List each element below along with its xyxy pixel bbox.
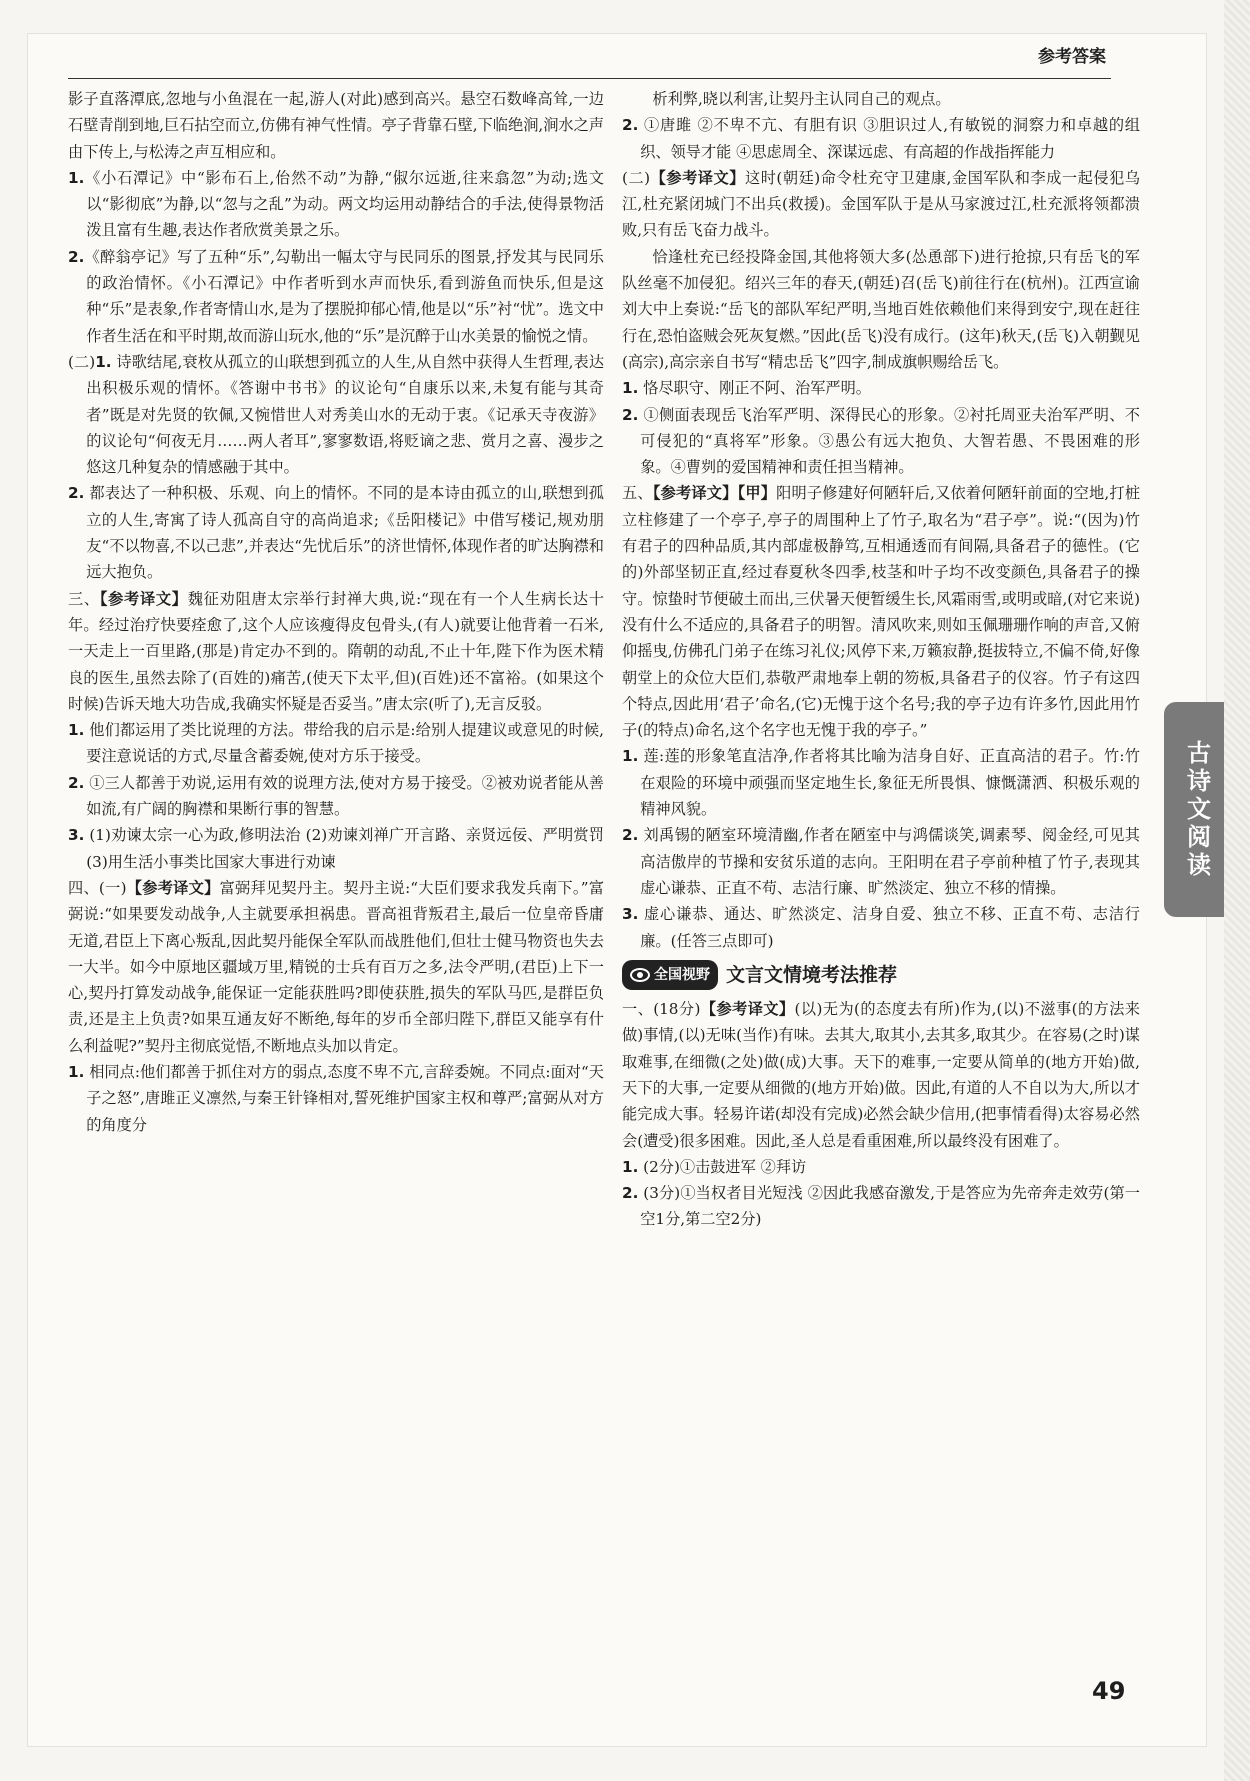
left-paragraph: 2. ①三人都善于劝说,运用有效的说理方法,使对方易于接受。②被劝说者能从善如流,有广阔的胸襟和果断行事的智慧。	[68, 773, 604, 819]
side-tab-label: 古诗文阅读	[1182, 739, 1211, 880]
right-paragraph: 1. (2分)①击鼓进军 ②拜访	[622, 1157, 807, 1176]
page-edge	[1224, 0, 1250, 1781]
right-paragraph: 五、【参考译文】【甲】阳明子修建好何陋轩后,又依着何陋轩前面的空地,打桩立柱修建了一个亭子,亭子的周围种上了竹子,取名为“君子亭”。说:“(因为)竹有君子的四种品质,其内部虚极静笃,互相通透而有间隔,具备君子的德性。(它的)外部坚韧正直,经过春夏秋冬四季,枝茎和叶子均不改变颜色,具备君子的操守。惊蛰时节便破土而出,三伏暑天便暂缓生长,风霜雨雪,或明或暗,(对它来说)没有什么不适应的,具备君子的明智。清风吹来,则如玉佩珊珊作响的声音,又俯仰摇曳,仿佛孔门弟子在练习礼仪;风停下来,万籁寂静,挺拔特立,不偏不倚,好像朝堂上的众位大臣们,恭敬严肃地奉上朝的笏板,具备君子的仪容。竹子有这四个特点,因此用‘君子’命名,(它)无愧于这个名号;我的亭子边有许多竹,因此用竹子(的特点)命名,这个名字也无愧于我的亭子。”	[622, 484, 1141, 740]
left-paragraph: 三、【参考译文】魏征劝阻唐太宗举行封禅大典,说:“现在有一个人生病长达十年。经过治疗快要痊愈了,这个人应该瘦得皮包骨头,(有人)就要让他背着一石米,一天走上一百里路,(那是)肯定办不到的。隋朝的动乱,不止十年,陛下作为医术精良的医生,虽然去除了(百姓的)痛苦,(使天下太平,但)(百姓)还不富裕。(如果这个时候)告诉天地大功告成,我确实怀疑是否妥当。”唐太宗(听了),无言反驳。	[68, 589, 604, 713]
left-paragraph: 2. 都表达了一种积极、乐观、向上的情怀。不同的是本诗由孤立的山,联想到孤立的人生,寄寓了诗人孤高自守的高尚追求;《岳阳楼记》中借写楼记,规劝朋友“不以物喜,不以己悲”,并表达“先忧后乐”的济世情怀,体现作者的旷达胸襟和远大抱负。	[68, 484, 604, 582]
right-paragraph: (二)【参考译文】这时(朝廷)命令杜充守卫建康,金国军队和李成一起侵犯乌江,杜充紧闭城门不出兵(救援)。金国军队于是从马家渡过江,杜充派将领都溃败,只有岳飞奋力战斗。	[622, 168, 1140, 240]
left-column	[68, 86, 604, 1138]
right-paragraph: 2. ①唐雎 ②不卑不亢、有胆有识 ③胆识过人,有敏锐的洞察力和卓越的组织、领导才能 ④思虑周全、深谋远虑、有高超的作战指挥能力	[622, 116, 1140, 161]
left-paragraph: 1. 相同点:他们都善于抓住对方的弱点,态度不卑不亢,言辞委婉。不同点:面对“天子之怒”,唐雎正义凛然,与秦王针锋相对,誓死维护国家主权和尊严;富弼从对方的角度分	[68, 1062, 604, 1134]
header-title: 参考答案	[1038, 47, 1106, 67]
right-paragraph: 1. 恪尽职守、刚正不阿、治军严明。	[622, 379, 871, 398]
banner-tag-label: 全国视野	[654, 966, 710, 983]
section-banner	[622, 960, 1140, 990]
left-paragraph: 1. 他们都运用了类比说理的方法。带给我的启示是:给别人提建议或意见的时候,要注意说话的方式,尽量含蓄委婉,使对方乐于接受。	[68, 721, 604, 766]
left-paragraph: (二)1. 诗歌结尾,衰枚从孤立的山联想到孤立的人生,从自然中获得人生哲理,表达出积极乐观的情怀。《答谢中书书》的议论句“自康乐以来,未复有能与其奇者”既是对先贤的钦佩,又惋惜世人对秀美山水的无动于衷。《记承天寺夜游》的议论句“何夜无月……两人者耳”,寥寥数语,将贬谪之悲、赏月之喜、漫步之悠这几种复杂的情感融于其中。	[68, 352, 605, 477]
left-paragraph: 1.《小石潭记》中“影布石上,佁然不动”为静,“俶尔远逝,往来翕忽”为动;选文以“影彻底”为静,以“忽与之乱”为动。两文均运用动静结合的手法,使得景物活泼且富有生趣,表达作者欣赏美景之乐。	[68, 168, 604, 240]
answer-page	[28, 34, 1211, 1746]
right-paragraph: 析利弊,晓以利害,让契丹主认同自己的观点。	[652, 90, 951, 108]
header-rule	[68, 78, 1111, 79]
left-paragraph: 四、(一)【参考译文】富弼拜见契丹主。契丹主说:“大臣们要求我发兵南下。”富弼说:“如果要发动战争,人主就要承担祸患。晋高祖背叛君主,最后一位皇帝昏庸无道,君臣上下离心叛乱,因此契丹能保全军队而战胜他们,但壮士健马物资也失去一大半。如今中原地区疆域万里,精锐的士兵有百万之多,法令严明,(君臣)上下一心,契丹打算发动战争,能保证一定能获胜吗?即使获胜,损失的军队马匹,是群臣负责,还是主上负责?如果互通友好不断绝,每年的岁币全部归陛下,群臣又能享有什么利益呢?”契丹主彻底觉悟,不断地点头加以肯定。	[68, 878, 605, 1055]
left-paragraph: 3. (1)劝谏太宗一心为政,修明法治 (2)劝谏刘禅广开言路、亲贤远佞、严明赏罚 (3)用生活小事类比国家大事进行劝谏	[68, 826, 604, 871]
right-paragraph: 1. 莲:莲的形象笔直洁净,作者将其比喻为洁身自好、正直高洁的君子。竹:竹在艰险的环境中顽强而坚定地生长,象征无所畏惧、慷慨潇洒、积极乐观的精神风貌。	[622, 747, 1140, 819]
page-number: 49	[1092, 1677, 1126, 1705]
right-paragraph: 2. (3分)①当权者目光短浅 ②因此我感奋激发,于是答应为先帝奔走效劳(第一空1分,第二空2分)	[622, 1184, 1140, 1229]
banner-title: 文言文情境考法推荐	[726, 963, 898, 986]
right-paragraph: 2. ①侧面表现岳飞治军严明、深得民心的形象。②衬托周亚夫治军严明、不可侵犯的“真将军”形象。③愚公有远大抱负、大智若愚、不畏困难的形象。④曹刿的爱国精神和责任担当精神。	[622, 405, 1140, 477]
right-column	[622, 86, 1140, 1233]
banner-tag	[622, 960, 718, 990]
left-paragraph: 2.《醉翁亭记》写了五种“乐”,勾勒出一幅太守与民同乐的图景,抒发其与民同乐的政治情怀。《小石潭记》中作者听到水声而快乐,看到游鱼而快乐,但是这种“乐”是表象,作者寄情山水,是为了摆脱抑郁心情,他是以“乐”衬“忧”。选文中作者生活在和平时期,故而游山玩水,他的“乐”是沉醉于山水美景的愉悦之情。	[68, 247, 604, 345]
left-paragraph: 影子直落潭底,忽地与小鱼混在一起,游人(对此)感到高兴。悬空石数峰高耸,一边石壁青削到地,巨石拈空而立,仿佛有神气性情。亭子背靠石壁,下临绝涧,涧水之声由下传上,与松涛之声互相应和。	[68, 90, 604, 161]
right-paragraph: 恰逢杜充已经投降金国,其他将领大多(怂恿部下)进行抢掠,只有岳飞的军队丝毫不加侵犯。绍兴三年的春天,(朝廷)召(岳飞)前往行在(杭州)。江西宣谕刘大中上奏说:“岳飞的部队军纪严明,当地百姓依赖他们来得到安宁,现在赶往行在,恐怕盗贼会死灰复燃。”因此(岳飞)没有成行。(这年)秋天,(岳飞)入朝觐见(高宗),高宗亲自书写“精忠岳飞”四字,制成旗帜赐给岳飞。	[622, 247, 1140, 371]
right-paragraph: 一、(18分)【参考译文】(以)无为(的态度去有所)作为,(以)不滋事(的方法来做)事情,(以)无味(当作)有味。去其大,取其小,去其多,取其少。在容易(之时)谋取难事,在细微(之处)做(成)大事。天下的难事,一定要从简单的(地方开始)做,天下的大事,一定要从细微的(地方开始)做。因此,有道的人不自以为大,所以才能完成大事。轻易许诺(却没有完成)必然会缺少信用,(把事情看得)太容易必然会(遭受)很多困难。因此,圣人总是看重困难,所以最终没有困难了。	[622, 1000, 1140, 1150]
eye-icon	[630, 968, 650, 982]
right-paragraph: 2. 刘禹锡的陋室环境清幽,作者在陋室中与鸿儒谈笑,调素琴、阅金经,可见其高洁傲岸的节操和安贫乐道的志向。王阳明在君子亭前种植了竹子,表现其虚心谦恭、正直不苟、志洁行廉、旷然淡定、独立不移的情操。	[622, 826, 1140, 897]
right-paragraph: 3. 虚心谦恭、通达、旷然淡定、洁身自爱、独立不移、正直不苟、志洁行廉。(任答三点即可)	[622, 905, 1140, 950]
section-side-tab	[1164, 702, 1230, 917]
